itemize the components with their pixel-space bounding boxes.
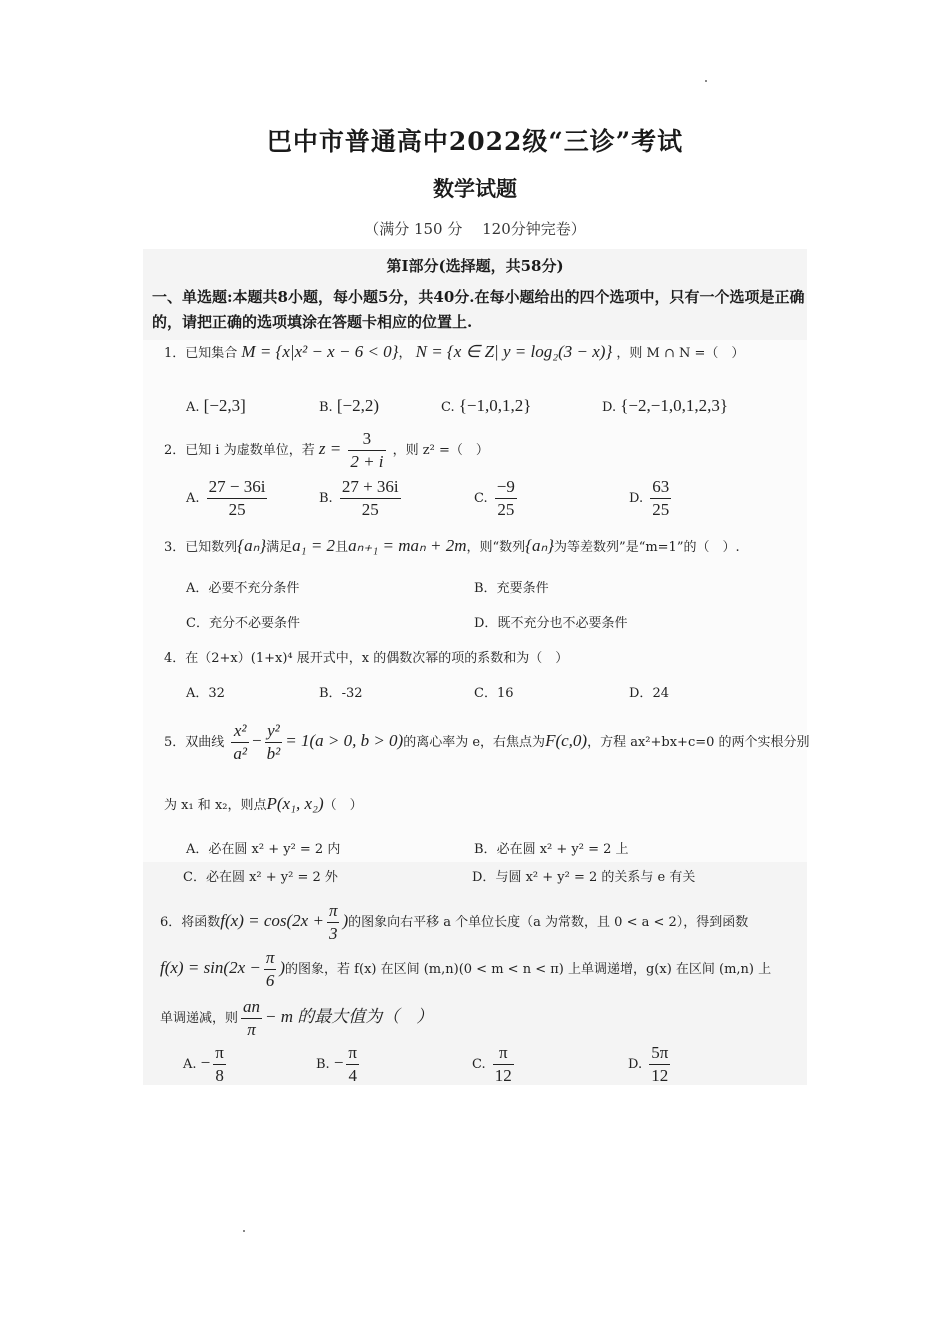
q2-option-b[interactable]: B. $\frac{27 + 36i}{25}$	[319, 477, 399, 519]
scan-dot	[705, 80, 707, 82]
q6-option-c[interactable]: C. $\frac{\pi}{12}$	[472, 1043, 512, 1085]
q1-option-b[interactable]: B. [−2,2)	[319, 396, 379, 415]
q1-option-d[interactable]: D. {−2,−1,0,1,2,3}	[602, 396, 728, 415]
q4-option-c[interactable]: C．16	[474, 686, 514, 701]
q5-option-b[interactable]: B．必在圆 x² + y² = 2 上	[474, 842, 629, 857]
q1-option-a[interactable]: A. [−2,3]	[186, 396, 246, 415]
q5-focus: F(c,0)	[545, 731, 588, 750]
q1-set-m: M = {x|x² − x − 6 < 0}	[241, 342, 399, 361]
q2-z: z =	[318, 439, 342, 458]
questions-panel-inner	[143, 340, 807, 862]
q3-option-c[interactable]: C．充分不必要条件	[186, 616, 300, 631]
q3-sequence: {aₙ}	[237, 536, 267, 555]
q5-option-a[interactable]: A．必在圆 x² + y² = 2 内	[186, 842, 341, 857]
question-1: 1．已知集合 M = {x|x² − x − 6 < 0}， N = {x ∈ Z| y = log₂(3 − x)} ，则 M ∩ N =（ ）	[164, 342, 745, 361]
q1-option-c[interactable]: C. {−1,0,1,2}	[441, 396, 532, 415]
question-6: 6．将函数f(x) = cos(2x + $\frac{\pi}{3}$ )的图象向右平移 a 个单位长度（a 为常数，且 0 < a < 2），得到函数	[160, 901, 749, 943]
part-instruction: 一、单选题:本题共8小题，每小题5分，共40分.在每小题给出的四个选项中，只有一个选项是正确的，请把正确的选项填涂在答题卡相应的位置上.	[152, 288, 805, 331]
q1-stem: 1．已知集合	[164, 346, 238, 361]
q3-cond-1: a₁ = 2	[292, 536, 336, 555]
q6-option-b[interactable]: B. − $\frac{\pi}{4}$	[316, 1043, 358, 1085]
q2-option-c[interactable]: C. $\frac{-9}{25}$	[474, 477, 515, 519]
q1-ask: ，则 M ∩ N =（ ）	[616, 346, 745, 361]
q4-option-d[interactable]: D．24	[629, 686, 669, 701]
q3-option-a[interactable]: A．必要不充分条件	[186, 581, 300, 596]
q3-option-d[interactable]: D．既不充分也不必要条件	[474, 616, 628, 631]
q5-condition: = 1(a > 0, b > 0)	[285, 731, 404, 750]
question-6-line-2: f(x) = sin(2x − $\frac{\pi}{6}$ )的图象，若 f(x) 在区间 (m,n)(0 < m < n < π) 上单调递增，g(x) 在区间 (m,n) 上	[160, 948, 772, 990]
q4-option-b[interactable]: B．-32	[319, 686, 363, 701]
q6-function-2: f(x) = sin(2x −	[160, 958, 261, 977]
q6-option-a[interactable]: A. − $\frac{\pi}{8}$	[183, 1043, 224, 1085]
q3-cond-2: aₙ₊₁ = maₙ + 2m	[348, 536, 467, 555]
q3-option-b[interactable]: B．充要条件	[474, 581, 549, 596]
exam-title: 巴中市普通高中2022级“三诊”考试	[266, 127, 684, 156]
part-heading: 第Ⅰ部分(选择题，共58分)	[386, 257, 564, 275]
question-5: 5．双曲线 $\frac{\text{x²}}{\text{a²}}$ − $\frac{\text{y²}}{\text{b²}}$ = 1(a > 0, b > 0)的离心率为 e，右焦点为F(c,0)，方程 ax²+bx+c=0 的两个实根分别	[164, 721, 810, 763]
q6-option-d[interactable]: D. $\frac{5\pi}{12}$	[628, 1043, 669, 1085]
q2-option-d[interactable]: D. $\frac{63}{25}$	[629, 477, 670, 519]
scan-dot	[243, 1230, 245, 1232]
question-3: 3．已知数列{aₙ}满足a₁ = 2且aₙ₊₁ = maₙ + 2m，则“数列{aₙ}为等差数列”是“m=1”的（ ）.	[164, 536, 740, 555]
q4-option-a[interactable]: A．32	[186, 686, 225, 701]
q2-option-a[interactable]: A. $\frac{27 - 36i}{25}$	[186, 477, 266, 519]
question-2	[164, 428, 489, 473]
exam-subtitle: 数学试题	[433, 176, 517, 201]
q2-stem: 2．已知 i 为虚数单位，若	[164, 443, 315, 458]
question-6-line-3: 单调递减，则 $\frac{an}{\pi}$ − m 的最大值为（ ）	[160, 997, 434, 1039]
q1-set-n: N = {x ∈ Z| y = log₂(3 − x)}	[415, 342, 613, 361]
q5-point: P(x₁, x₂)	[266, 794, 324, 813]
q2-ask: ，则 z² =（ ）	[392, 443, 489, 458]
question-5-line-2: 为 x₁ 和 x₂，则点P(x₁, x₂)（ ）	[164, 794, 363, 813]
q6-function-1: f(x) = cos(2x +	[220, 911, 324, 930]
question-4: 4．在（2+x）(1+x)⁴ 展开式中，x 的偶数次幂的项的系数和为（ ）	[164, 651, 569, 666]
q5-option-c[interactable]: C．必在圆 x² + y² = 2 外	[183, 870, 338, 885]
q2-fraction: $\frac{3}{2 + i}$	[350, 429, 384, 471]
exam-note: （满分 150 分 120分钟完卷）	[364, 220, 586, 238]
q5-option-d[interactable]: D．与圆 x² + y² = 2 的关系与 e 有关	[472, 870, 696, 885]
